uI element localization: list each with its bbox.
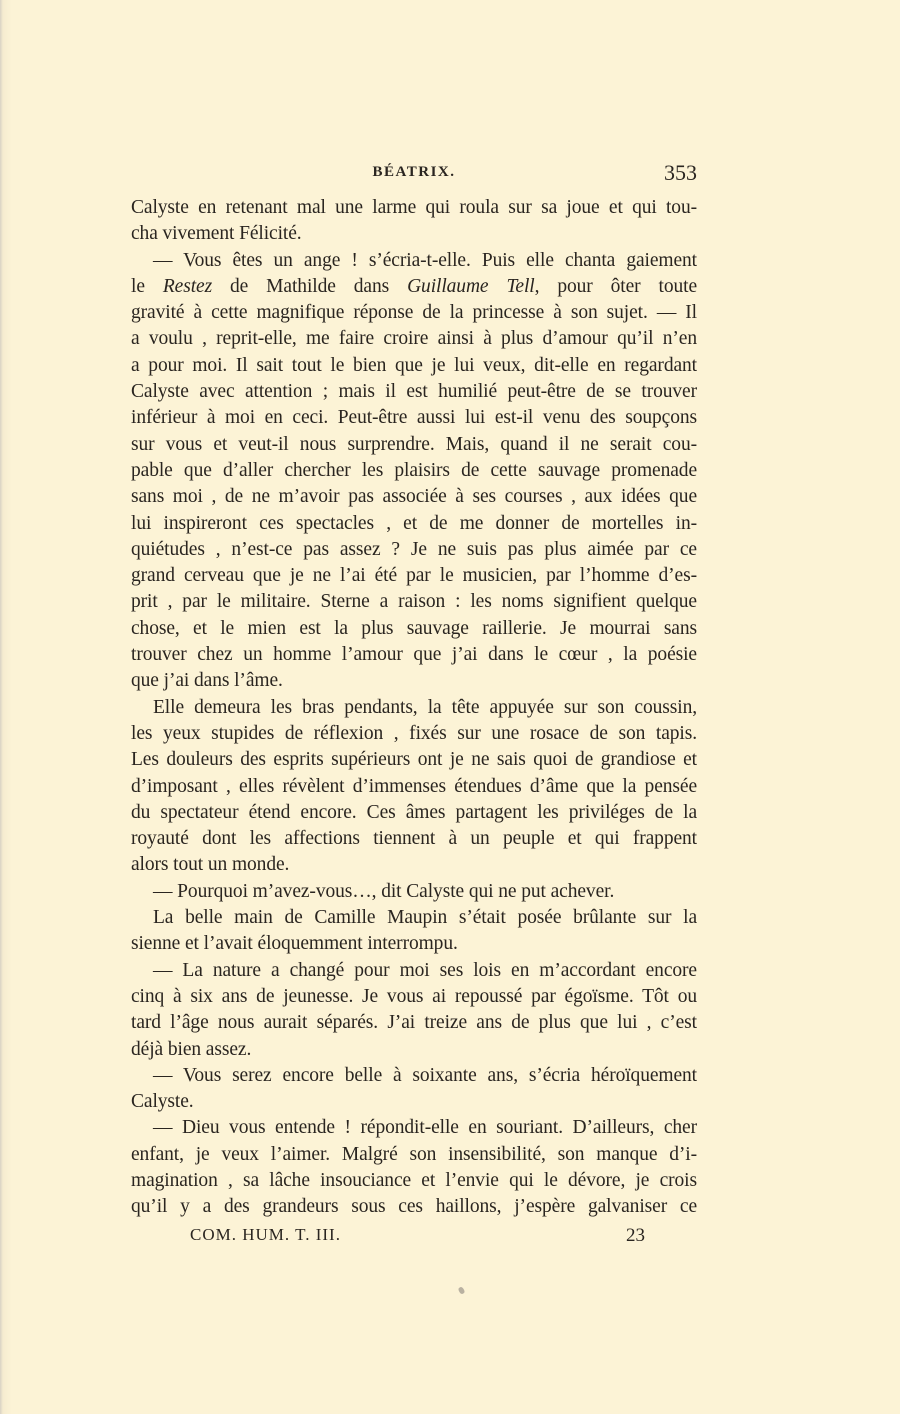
text-line: les yeux stupides de réflexion , fixés sur une rosace de son tapis. (131, 722, 697, 744)
text-line: — Vous êtes un ange ! s’écria-t-elle. Puis elle chanta gaiement (153, 249, 697, 271)
page-footer (190, 1225, 645, 1249)
text-line: Calyste en retenant mal une larme qui roula sur sa joue et qui tou- (131, 197, 697, 218)
text-line: Les douleurs des esprits supérieurs ont je ne sais quoi de grandiose et (131, 749, 697, 771)
text-line: — La nature a changé pour moi ses lois en m’accordant encore (153, 959, 697, 981)
text-line: du spectateur étend encore. Ces âmes partagent les priviléges de la (131, 801, 697, 823)
text-line: grand cerveau que je ne l’ai été par le musicien, par l’homme d’es- (131, 565, 697, 587)
text-line: qu’il y a des grandeurs sous ces haillons, j’espère galvaniser ce (131, 1196, 697, 1218)
text-line: Elle demeura les bras pendants, la tête appuyée sur son coussin, (153, 696, 697, 718)
text-line: Calyste avec attention ; mais il est humilié peut-être de se trouver (131, 381, 697, 403)
text-line: sienne et l’avait éloquemment interrompu. (131, 933, 458, 955)
running-title: BÉATRIX. (372, 164, 456, 180)
text-run: de Mathilde dans (212, 275, 408, 297)
text-line: lui inspireront ces spectacles , et de me donner de mortelles in- (131, 512, 697, 534)
running-head (131, 160, 697, 186)
text-line: pable que d’aller chercher les plaisirs de cette sauvage promenade (131, 459, 697, 481)
text-line: que j’ai dans l’âme. (131, 670, 283, 692)
text-line (131, 274, 697, 300)
italic-title: Restez (162, 275, 213, 297)
text-line: — Pourquoi m’avez-vous…, dit Calyste qui ne put achever. (153, 880, 615, 902)
text-line: trouver chez un homme l’amour que j’ai dans le cœur , la poésie (131, 644, 697, 666)
paper-speck (458, 1286, 466, 1295)
text-line: chose, et le mien est la plus sauvage raillerie. Je mourrai sans (131, 617, 697, 639)
text-line: — Dieu vous entende ! répondit-elle en souriant. D’ailleurs, cher (153, 1117, 697, 1139)
text-line: sur vous et veut-il nous surprendre. Mais, quand il ne serait cou- (131, 433, 697, 455)
signature-mark: COM. HUM. T. III. (190, 1225, 341, 1244)
text-run: le (131, 275, 163, 297)
text-line: gravité à cette magnifique réponse de la princesse à son sujet. — Il (131, 302, 697, 324)
body-text (131, 195, 697, 1221)
text-run: , pour ôter toute (534, 275, 697, 297)
italic-title: Guillaume Tell (407, 275, 535, 297)
text-line: cinq à six ans de jeunesse. Je vous ai repoussé par égoïsme. Tôt ou (131, 985, 697, 1007)
text-line: royauté dont les affections tiennent à un peuple et qui frappent (131, 828, 697, 850)
text-line: alors tout un monde. (131, 854, 290, 876)
text-line: d’imposant , elles révèlent d’immenses étendues d’âme que la pensée (131, 775, 697, 797)
text-line: — Vous serez encore belle à soixante ans, s’écria héroïquement (153, 1064, 697, 1086)
text-line: déjà bien assez. (131, 1038, 252, 1060)
text-line: enfant, je veux l’aimer. Malgré son insensibilité, son manque d’i- (131, 1143, 697, 1165)
text-line: sans moi , de ne m’avoir pas associée à ses courses , aux idées que (131, 486, 697, 508)
text-line: quiétudes , n’est-ce pas assez ? Je ne suis pas plus aimée par ce (131, 538, 697, 560)
text-line: cha vivement Félicité. (131, 223, 302, 245)
text-line: La belle main de Camille Maupin s’était posée brûlante sur la (153, 907, 697, 929)
text-line: inférieur à moi en ceci. Peut-être aussi lui est-il venu des soupçons (131, 407, 697, 429)
text-line: tard l’âge nous aurait séparés. J’ai treize ans de plus que lui , c’est (131, 1012, 697, 1034)
text-line: prit , par le militaire. Sterne a raison : les noms signifient quelque (131, 591, 697, 613)
text-line: a voulu , reprit-elle, me faire croire ainsi à plus d’amour qu’il n’en (131, 328, 697, 350)
text-line: Calyste. (131, 1091, 194, 1113)
text-line: magination , sa lâche insouciance et l’envie qui le dévore, je crois (131, 1169, 697, 1191)
sheet-number: 23 (626, 1225, 645, 1246)
page-number: 353 (664, 160, 697, 185)
text-line: a pour moi. Il sait tout le bien que je lui veux, dit-elle en regardant (131, 354, 697, 376)
